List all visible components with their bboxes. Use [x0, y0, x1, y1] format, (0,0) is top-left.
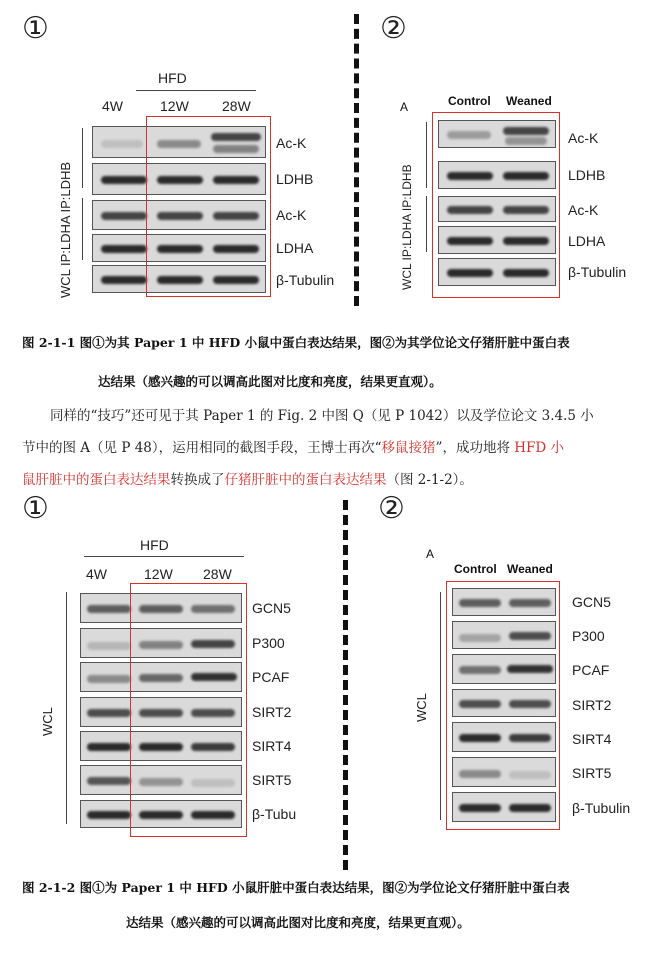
row-label-pcaf: PCAF — [572, 662, 610, 678]
figure1-divider — [354, 14, 359, 306]
figure1-caption-line2: 达结果（感兴趣的可以调高此图对比度和亮度，结果更直观）。 — [98, 374, 442, 389]
row-label-ac-k: Ac-K — [568, 130, 599, 146]
row-label-gcn5: GCN5 — [572, 594, 611, 610]
row-label-p300: P300 — [252, 635, 285, 651]
row-label-ldha: LDHA — [568, 233, 606, 249]
column-label-4w: 4W — [86, 566, 107, 582]
row-label-beta-tubulin: β-Tubulin — [568, 264, 627, 280]
row-label-ac-k-2: Ac-K — [276, 207, 307, 223]
panel-letter: A — [426, 547, 435, 561]
ip-ldha-bracket — [82, 198, 83, 260]
column-label-4w: 4W — [102, 98, 123, 114]
row-label-sirt4: SIRT4 — [572, 731, 612, 747]
ip-ldhb-bracket — [426, 122, 427, 188]
body-text-line1: 同样的“技巧”还可见于其 Paper 1 的 Fig. 2 中图 Q（见 P 1042）以及学位论文 3.4.5 小 — [50, 408, 594, 424]
row-label-beta-tubulin: β-Tubu — [252, 806, 297, 822]
panel-letter: A — [400, 100, 409, 114]
row-label-ac-k: Ac-K — [276, 135, 307, 151]
hfd-group-label: HFD — [158, 70, 187, 86]
side-label-wcl: WCL — [414, 693, 429, 722]
row-label-sirt2: SIRT2 — [252, 704, 292, 720]
figure1-right-marker: ② — [380, 11, 407, 46]
body-text-line3: 鼠肝脏中的蛋白表达结果转换成了仔猪肝脏中的蛋白表达结果（图 2-1-2）。 — [22, 472, 473, 488]
highlight-box — [130, 583, 247, 837]
column-label-control: Control — [448, 94, 491, 108]
body-text-line2: 节中的图 A（见 P 48），运用相同的截图手段，王博士再次“移鼠接猪”，成功地将 HFD 小 — [22, 440, 565, 456]
hfd-bracket — [136, 90, 256, 91]
column-label-weaned: Weaned — [506, 94, 552, 108]
column-label-weaned: Weaned — [507, 562, 553, 576]
row-label-ac-k-2: Ac-K — [568, 202, 599, 218]
column-label-28w: 28W — [203, 566, 232, 582]
row-label-sirt5: SIRT5 — [572, 765, 612, 781]
hfd-bracket — [84, 556, 244, 557]
row-label-ldhb: LDHB — [568, 167, 606, 183]
highlight-box — [432, 112, 560, 298]
ip-ldhb-bracket — [82, 128, 83, 188]
column-label-28w: 28W — [222, 98, 251, 114]
row-label-beta-tubulin: β-Tubulin — [276, 272, 335, 288]
row-label-sirt4: SIRT4 — [252, 738, 292, 754]
highlight-box — [446, 581, 560, 830]
figure2-right-marker: ② — [378, 491, 405, 526]
row-label-sirt2: SIRT2 — [572, 697, 612, 713]
side-label: WCL IP:LDHA IP:LDHB — [400, 164, 414, 290]
row-label-pcaf: PCAF — [252, 669, 290, 685]
side-label: WCL IP:LDHA IP:LDHB — [58, 161, 73, 298]
row-label-p300: P300 — [572, 628, 605, 644]
figure2-divider — [343, 500, 348, 870]
figure2-caption-line2: 达结果（感兴趣的可以调高此图对比度和亮度，结果更直观）。 — [126, 915, 470, 930]
column-label-12w: 12W — [144, 566, 173, 582]
column-label-control: Control — [454, 562, 497, 576]
row-label-ldha: LDHA — [276, 240, 314, 256]
highlight-box — [146, 116, 271, 297]
row-label-beta-tubulin: β-Tubulin — [572, 800, 631, 816]
row-label-ldhb: LDHB — [276, 171, 314, 187]
figure1-left-marker: ① — [22, 11, 49, 46]
figure2-caption-line1: 图 2-1-2 图①为 Paper 1 中 HFD 小鼠肝脏中蛋白表达结果，图②为学位论文仔猪肝脏中蛋白表 — [22, 880, 570, 895]
wcl-bracket — [440, 592, 441, 820]
wcl-bracket — [66, 592, 67, 824]
ip-ldha-bracket — [426, 196, 427, 252]
figure2-left-marker: ① — [22, 491, 49, 526]
row-label-sirt5: SIRT5 — [252, 772, 292, 788]
column-label-12w: 12W — [160, 98, 189, 114]
side-label-wcl: WCL — [40, 707, 55, 736]
hfd-group-label: HFD — [140, 537, 169, 553]
figure1-caption-line1: 图 2-1-1 图①为其 Paper 1 中 HFD 小鼠中蛋白表达结果，图②为其学位论文仔猪肝脏中蛋白表 — [22, 335, 570, 350]
row-label-gcn5: GCN5 — [252, 600, 291, 616]
